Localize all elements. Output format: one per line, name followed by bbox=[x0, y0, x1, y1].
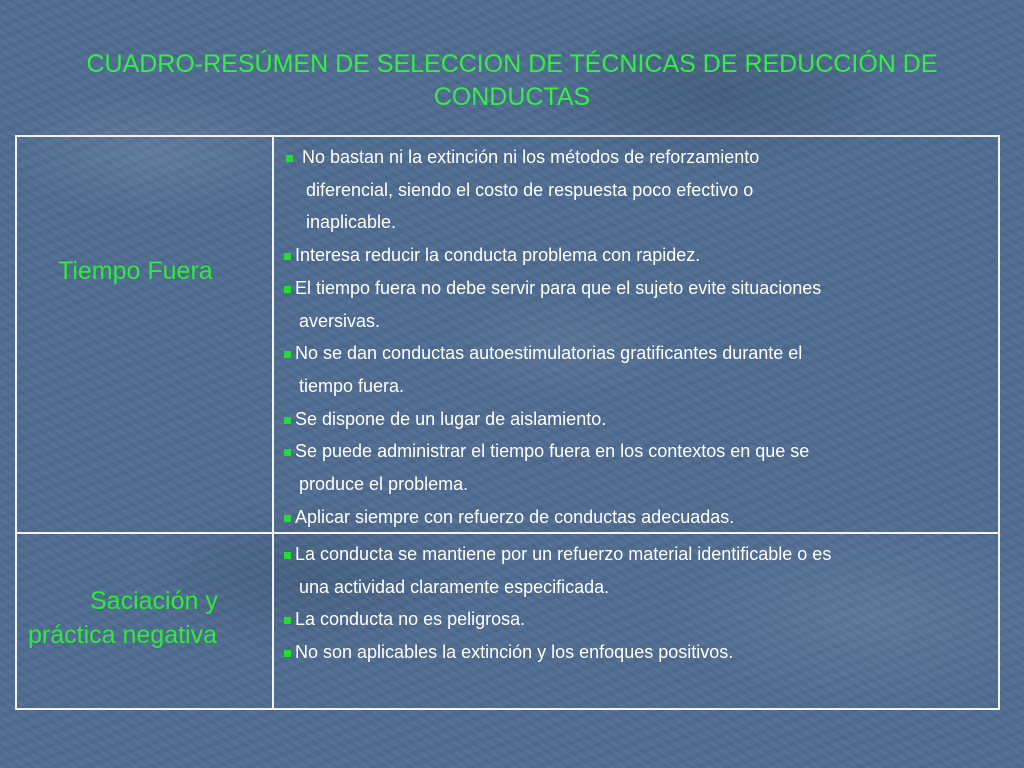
table-column-divider bbox=[272, 135, 274, 710]
row-label-tiempo-fuera: Tiempo Fuera bbox=[58, 257, 213, 285]
list-item: El tiempo fuera no debe servir para que el sujeto evite situaciones aversivas. bbox=[282, 272, 982, 337]
saciacion-bullet-list bbox=[282, 538, 982, 669]
list-item: No se dan conductas autoestimulatorias gratificantes durante el tiempo fuera. bbox=[282, 337, 982, 402]
tiempo-fuera-bullet-list bbox=[282, 141, 982, 533]
list-item: Se dispone de un lugar de aislamiento. bbox=[282, 403, 982, 436]
list-item: Interesa reducir la conducta problema con rapidez. bbox=[282, 239, 982, 272]
list-item: No bastan ni la extinción ni los métodos de reforzamiento diferencial, siendo el costo de respuesta poco efectivo o inaplicable. bbox=[282, 141, 982, 239]
list-item: La conducta no es peligrosa. bbox=[282, 603, 982, 636]
list-item: Aplicar siempre con refuerzo de conductas adecuadas. bbox=[282, 501, 982, 534]
slide-title: CUADRO-RESÚMEN DE SELECCION DE TÉCNICAS DE REDUCCIÓN DE CONDUCTAS bbox=[86, 50, 938, 111]
list-item: La conducta se mantiene por un refuerzo material identificable o es una actividad claramente especificada. bbox=[282, 538, 982, 603]
list-item: No son aplicables la extinción y los enfoques positivos. bbox=[282, 636, 982, 669]
list-item: Se puede administrar el tiempo fuera en los contextos en que se produce el problema. bbox=[282, 435, 982, 500]
row-label-saciacion-practica-negativa: Saciación y práctica negativa bbox=[28, 587, 218, 649]
